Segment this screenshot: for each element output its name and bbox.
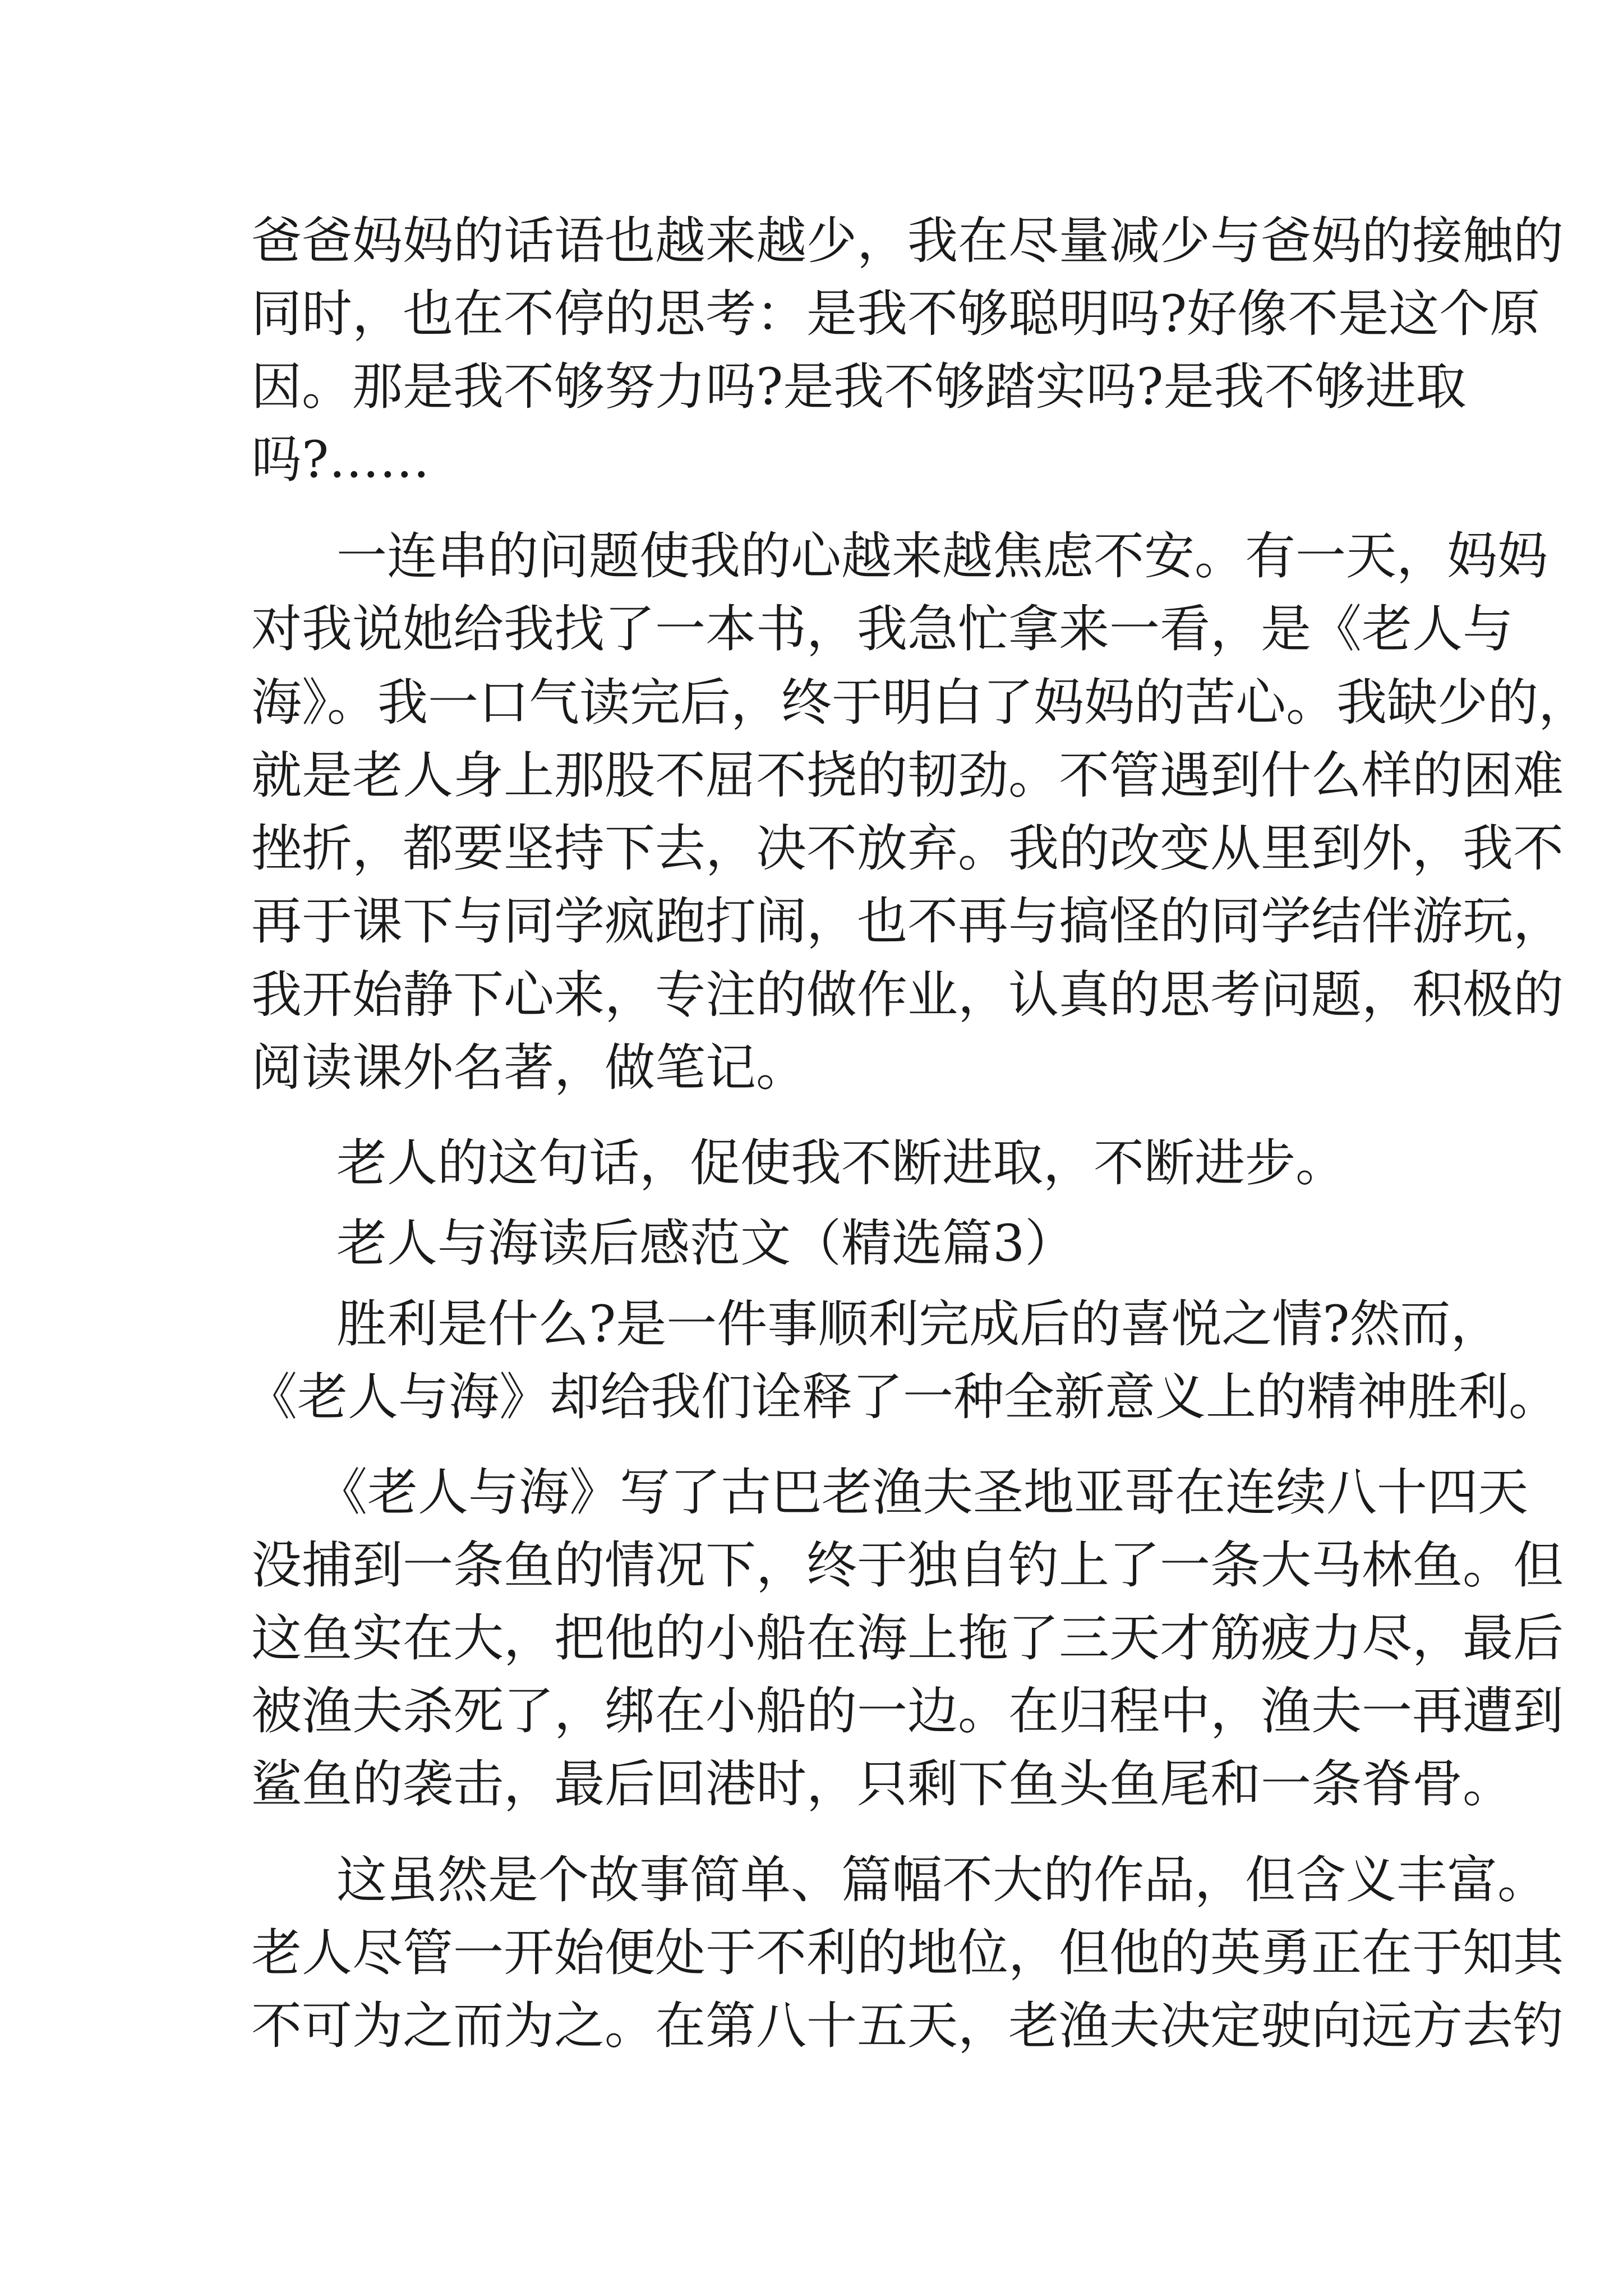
text-line-15 (0, 1282, 1623, 1366)
text-line-1-content: 爸爸妈妈的话语也越来越少，我在尽量减少与爸妈的接触的 (251, 211, 1564, 270)
text-line-4-content: 吗?…… (251, 430, 430, 489)
text-line-2-content: 同时，也在不停的思考：是我不够聪明吗?好像不是这个原 (251, 284, 1541, 343)
text-line-16 (0, 1355, 1623, 1439)
text-line-5-content: 一连串的问题使我的心越来越焦虑不安。有一天，妈妈 (336, 527, 1548, 586)
text-line-12 (0, 1026, 1623, 1110)
text-line-20 (0, 1669, 1623, 1754)
text-line-1 (0, 199, 1623, 283)
text-line-3-content: 因。那是我不够努力吗?是我不够踏实吗?是我不够进取 (251, 357, 1467, 416)
text-line-17 (0, 1451, 1623, 1535)
text-line-3 (0, 345, 1623, 429)
text-line-11-content: 我开始静下心来，专注的做作业，认真的思考问题，积极的 (251, 965, 1564, 1024)
text-line-24 (0, 1984, 1623, 2068)
text-line-10 (0, 880, 1623, 964)
text-line-6-content: 对我说她给我找了一本书，我急忙拿来一看，是《老人与 (251, 600, 1513, 659)
text-line-8-content: 就是老人身上那股不屈不挠的韧劲。不管遇到什么样的困难 (251, 746, 1564, 805)
text-line-18 (0, 1524, 1623, 1608)
text-line-15-content: 胜利是什么?是一件事顺利完成后的喜悦之情?然而， (336, 1295, 1501, 1354)
text-line-9-content: 挫折，都要坚持下去，决不放弃。我的改变从里到外，我不 (251, 819, 1564, 878)
text-line-8 (0, 734, 1623, 818)
text-line-11 (0, 953, 1623, 1037)
text-line-16-content: 《老人与海》却给我们诠释了一种全新意义上的精神胜利。 (247, 1368, 1559, 1427)
text-line-21-content: 鲨鱼的袭击，最后回港时，只剩下鱼头鱼尾和一条脊骨。 (251, 1755, 1513, 1814)
text-line-13-content: 老人的这句话，促使我不断进取，不断进步。 (336, 1134, 1346, 1193)
text-line-2 (0, 272, 1623, 356)
text-line-18-content: 没捕到一条鱼的情况下，终于独自钓上了一条大马林鱼。但 (251, 1536, 1564, 1595)
section-heading-content: 老人与海读后感范文（精选篇3） (336, 1214, 1076, 1273)
text-line-13 (0, 1121, 1623, 1205)
text-line-10-content: 再于课下与同学疯跑打闹，也不再与搞怪的同学结伴游玩， (251, 892, 1564, 951)
text-line-7-content: 海》。我一口气读完后，终于明白了妈妈的苦心。我缺少的， (251, 673, 1589, 732)
text-line-12-content: 阅读课外名著，做笔记。 (251, 1038, 806, 1097)
text-line-4 (0, 418, 1623, 502)
text-line-19-content: 这鱼实在大，把他的小船在海上拖了三天才筋疲力尽，最后 (251, 1609, 1564, 1668)
text-line-23-content: 老人尽管一开始便处于不利的地位，但他的英勇正在于知其 (251, 1924, 1564, 1982)
text-line-22-content: 这虽然是个故事简单、篇幅不大的作品，但含义丰富。 (336, 1851, 1548, 1910)
text-line-21 (0, 1742, 1623, 1826)
text-line-19 (0, 1596, 1623, 1681)
text-line-24-content: 不可为之而为之。在第八十五天，老渔夫决定驶向远方去钓 (251, 1996, 1564, 2055)
text-line-6 (0, 587, 1623, 671)
text-line-9 (0, 807, 1623, 891)
text-line-23 (0, 1911, 1623, 1995)
text-line-17-content: 《老人与海》写了古巴老渔夫圣地亚哥在连续八十四天 (317, 1463, 1528, 1522)
text-line-5 (0, 514, 1623, 599)
text-line-20-content: 被渔夫杀死了，绑在小船的一边。在归程中，渔夫一再遭到 (251, 1682, 1564, 1741)
section-heading (0, 1202, 1623, 1286)
text-line-22 (0, 1838, 1623, 1922)
text-line-7 (0, 661, 1623, 745)
